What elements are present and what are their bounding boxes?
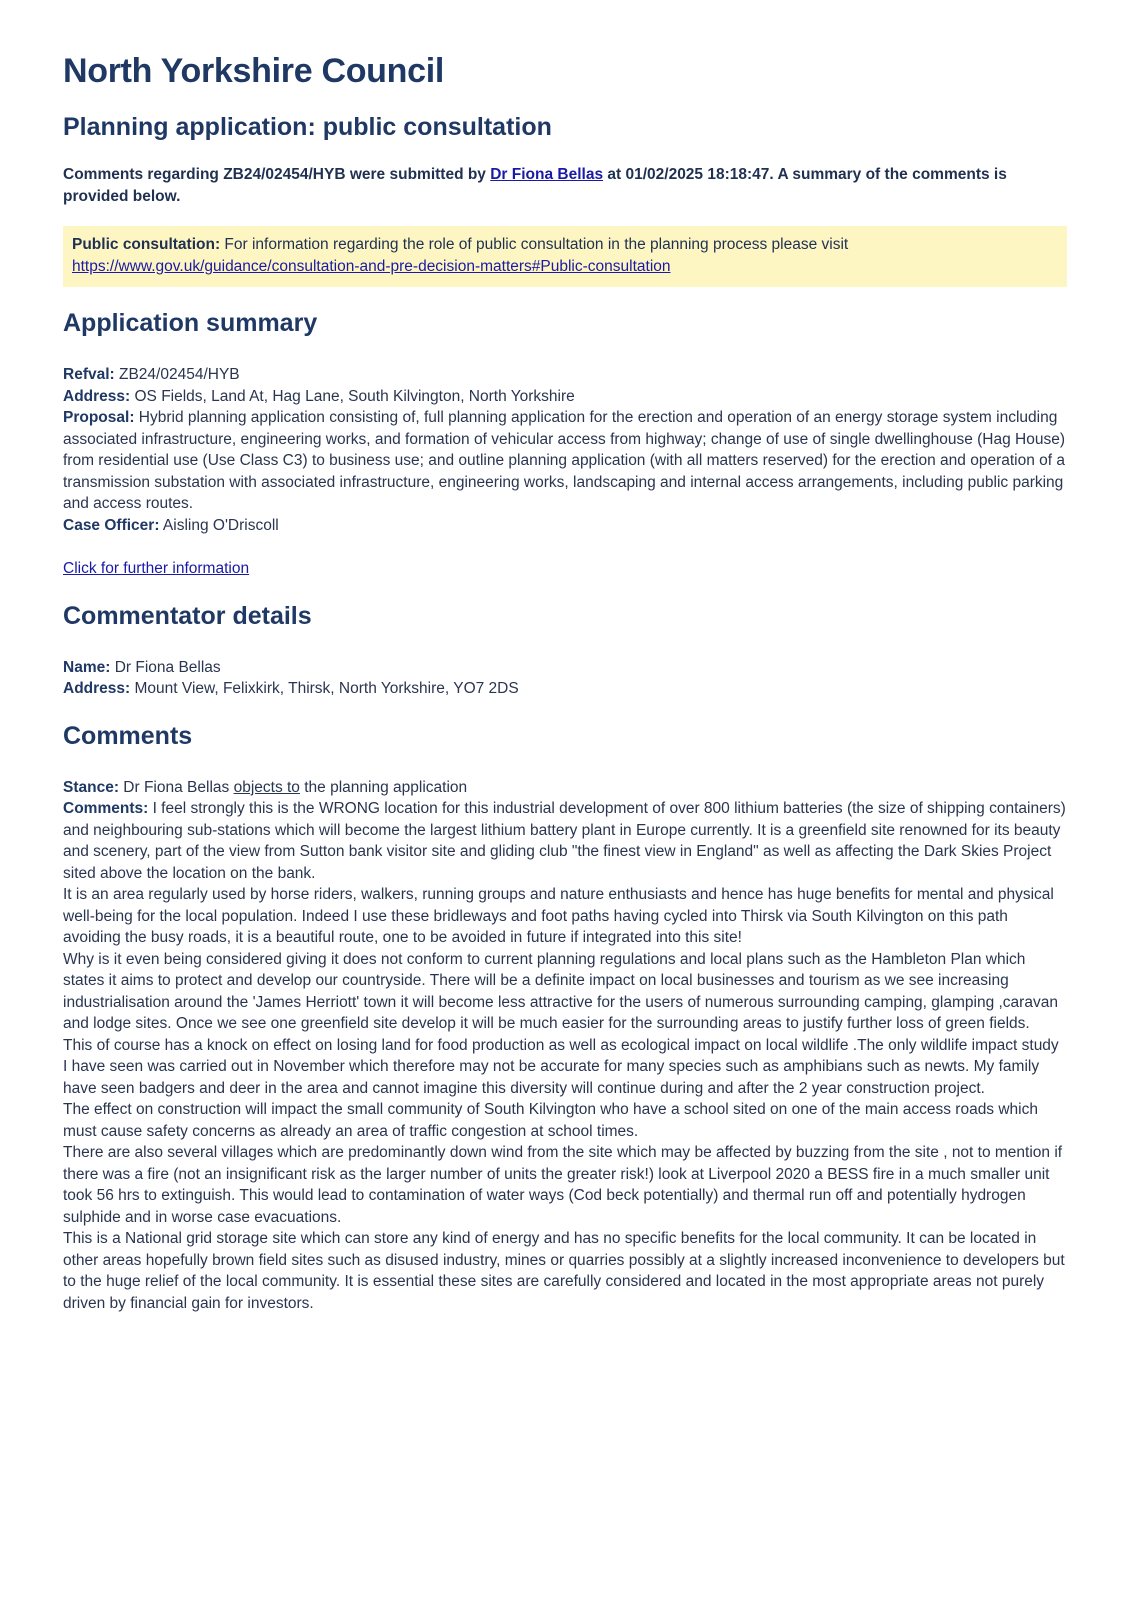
stance-label: Stance: [63, 778, 119, 796]
commentator-address-label: Address: [63, 680, 131, 697]
case-officer-label: Case Officer: [63, 516, 160, 534]
case-officer-value: Aisling O'Driscoll [159, 516, 279, 534]
comments-section [63, 777, 1067, 1315]
comments-label: Comments: [63, 800, 149, 817]
commentator-name-value: Dr Fiona Bellas [110, 658, 221, 676]
refval-label: Refval: [63, 366, 115, 383]
intro-suffix: at 01/02/2025 18:18:47. A summary of the comments is provided below. [63, 166, 1007, 205]
application-summary [63, 364, 1067, 580]
commentator-name-row [63, 657, 1067, 679]
organisation-title: North Yorkshire Council [63, 52, 445, 90]
refval-row [63, 364, 1067, 386]
comment-paragraph: Why is it even being considered giving it does not conform to current planning regulations and local plans such as the Hambleton Plan which states it aims to protect and develop our countryside. There will be a definite impact on local businesses and tourism as we see increasing industrialisation around the 'James Herriott' town it will become less attractive for the users of numerous surrounding camping, glamping ,caravan and lodge sites. Once we see one greenfield site develop it will be much easier for the surrounding areas to justify further loss of green fields. [63, 950, 1058, 1032]
stance-link[interactable]: objects to [233, 778, 300, 796]
spacer [63, 536, 1067, 558]
consultation-guidance-link[interactable]: https://www.gov.uk/guidance/consultation-and-pre-decision-matters#Public-consultation [72, 258, 671, 275]
commentator-details [63, 657, 1067, 700]
commenter-link[interactable]: Dr Fiona Bellas [490, 166, 604, 183]
commentator-address-row [63, 678, 1067, 700]
comment-paragraph: This is a National grid storage site which can store any kind of energy and has no specific benefits for the local community. It can be located in other areas hopefully brown field sites such as disused industry, mines or quarries possibly at a slightly increased inconvenience to developers but to the huge relief of the local community. It is essential these sites are carefully considered and located in the most appropriate areas not purely driven by financial gain for investors. [63, 1230, 1065, 1312]
proposal-row [63, 407, 1067, 515]
commentator-details-heading: Commentator details [63, 601, 312, 630]
page-subtitle: Planning application: public consultation [63, 113, 552, 141]
public-consultation-notice [63, 226, 1067, 287]
address-label: Address: [63, 387, 131, 405]
notice-text: For information regarding the role of public consultation in the planning process please visit [220, 236, 849, 253]
comments-heading: Comments [63, 721, 193, 750]
further-information-link[interactable]: Click for further information [63, 560, 250, 577]
refval-value: ZB24/02454/HYB [114, 366, 240, 383]
application-summary-heading: Application summary [63, 309, 318, 337]
comment-paragraph: The effect on construction will impact the small community of South Kilvington who have a school sited on one of the main access roads which must cause safety concerns as already an area of traffic congestion at school times. [63, 1101, 1038, 1140]
stance-row [63, 777, 1067, 799]
comment-paragraph: There are also several villages which are predominantly down wind from the site which may be affected by buzzing from the site , not to mention if there was a fire (not an insignificant risk as the larger number of units the greater risk!) look at Liverpool 2020 a BESS fire in a much smaller unit took 56 hrs to extinguish. This would lead to contamination of water ways (Cod beck potentially) and thermal run off and potentially hydrogen sulphide and in worse case evacuations. [63, 1144, 1063, 1226]
proposal-label: Proposal: [63, 409, 135, 426]
address-value: OS Fields, Land At, Hag Lane, South Kilvington, North Yorkshire [130, 387, 575, 405]
address-row [63, 386, 1067, 408]
comments-body [63, 798, 1067, 1314]
commentator-address-value: Mount View, Felixkirk, Thirsk, North Yorkshire, YO7 2DS [130, 680, 519, 697]
stance-prefix: Dr Fiona Bellas [119, 778, 234, 796]
case-officer-row [63, 515, 1067, 537]
stance-suffix: the planning application [299, 778, 468, 796]
intro-prefix: Comments regarding ZB24/02454/HYB were submitted by [63, 166, 491, 183]
proposal-value: Hybrid planning application consisting of, full planning application for the erection and operation of an energy storage system including associated infrastructure, engineering works, and formation of vehicular access from highway; change of use of single dwellinghouse (Hag House) from residential use (Use Class C3) to business use; and outline planning application (with all matters reserved) for the erection and operation of a transmission substation with associated infrastructure, engineering works, landscaping and internal access arrangements, including public parking and access routes. [63, 409, 1066, 512]
comment-paragraph [63, 798, 1067, 884]
comment-paragraph: This of course has a knock on effect on losing land for food production as well as ecological impact on local wildlife .The only wildlife impact study I have seen was carried out in November which therefore may not be accurate for many species such as amphibians such as newts. My family have seen badgers and deer in the area and cannot imagine this diversity will continue during and after the 2 year construction project. [63, 1036, 1059, 1097]
comment-text: I feel strongly this is the WRONG location for this industrial development of over 800 lithium batteries (the size of shipping containers) and neighbouring sub-stations which will become the largest lithium battery plant in Europe currently. It is a greenfield site renowned for its beauty and scenery, part of the view from Sutton bank visitor site and gliding club "the finest view in England" as well as affecting the Dark Skies Project sited above the location on the bank. [63, 800, 1066, 882]
submission-intro [63, 164, 1067, 208]
commentator-name-label: Name: [63, 658, 111, 676]
comment-paragraph: It is an area regularly used by horse riders, walkers, running groups and nature enthusiasts and hence has huge benefits for mental and physical well-being for the local population. Indeed I use these bridleways and foot paths having cycled into Thirsk via South Kilvington on this path avoiding the busy roads, it is a beautiful route, one to be avoided in future if integrated into this site! [63, 886, 1054, 946]
notice-label: Public consultation: [72, 236, 221, 253]
